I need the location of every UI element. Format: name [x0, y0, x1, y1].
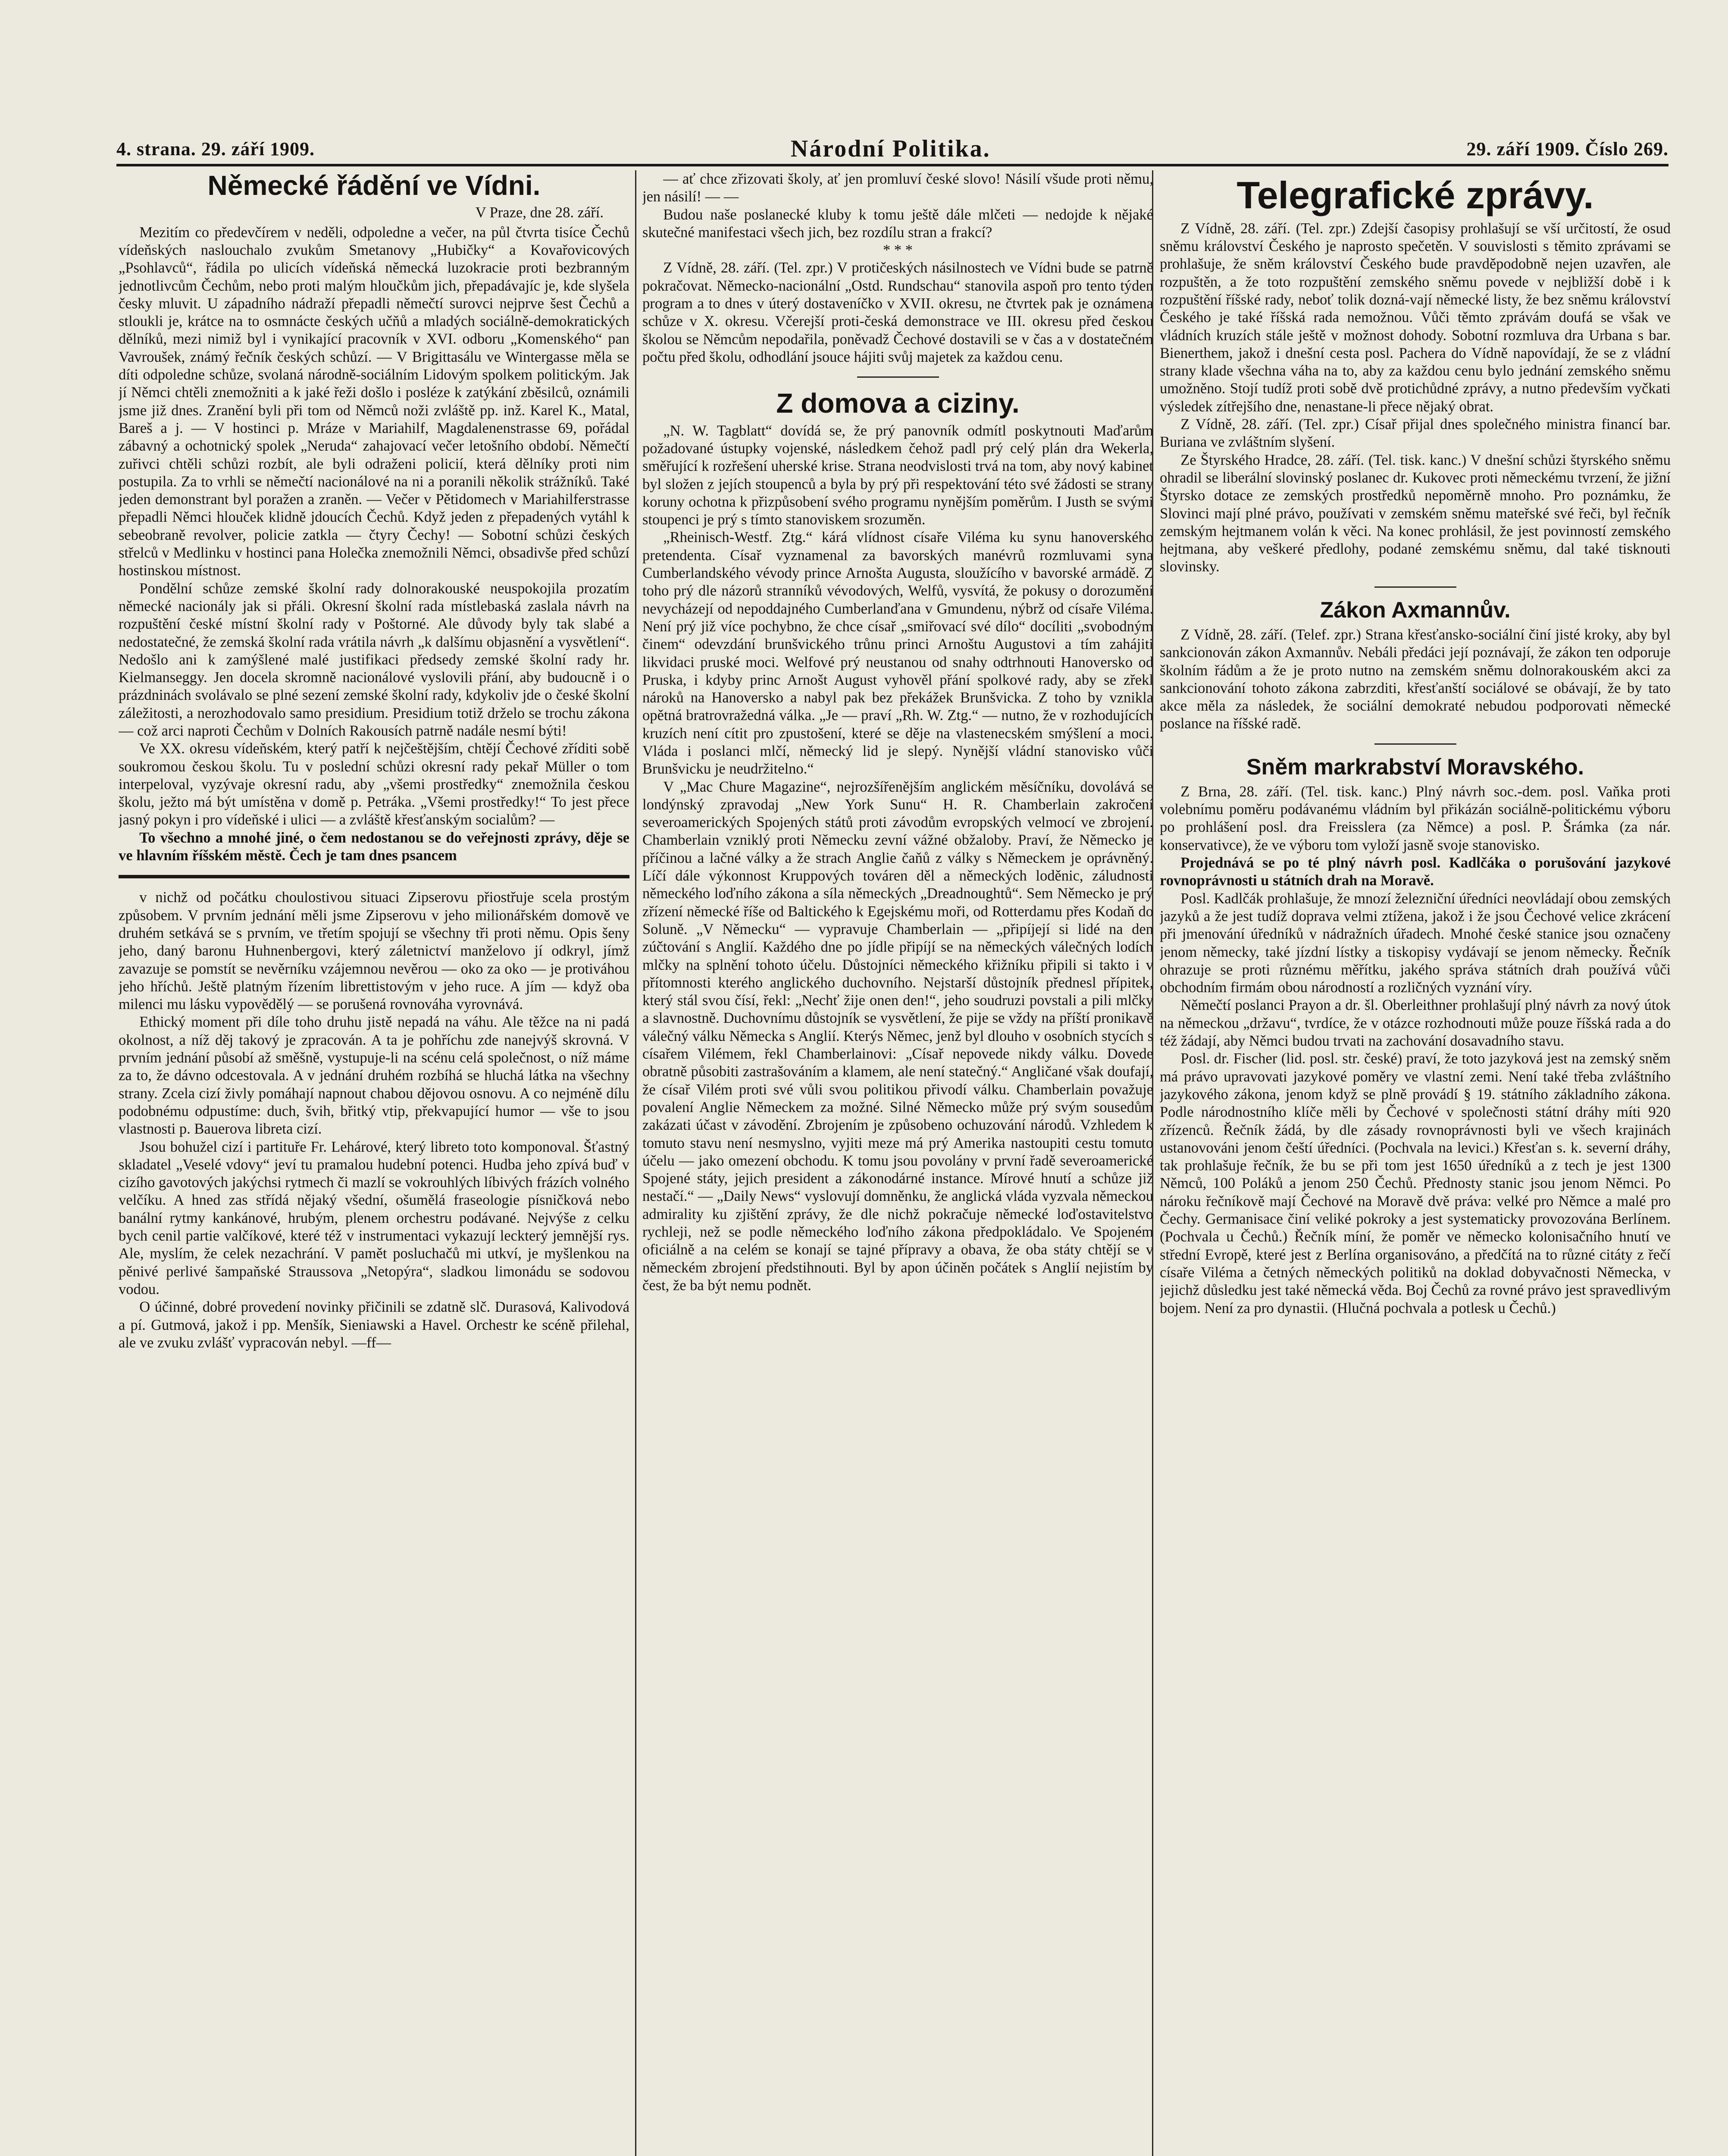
- article-paragraph: Pondělní schůze zemské školní rady dolnorakouské neuspokojila prozatím německé nacionály jak si přáli. Okresní školní rada místlebaská zaslala návrh na rozpuštění české místní školní rady v Poštorné. Ale důvody byly tak slabé a nedostatečné, že zemská školní rada vrátila návrh „k dalšímu objasnění a vysvětlení“. Nedošlo ani k zamýšlené malé justifikaci předsedy zemské školní rady hr. Kielmanseggy. Jen docela skromně nacionálové vyslovili přání, aby budoucně i o prázdninách svolávalo se plné sezení zemské školní rady, kdykoliv jde o české školní záležitosti, a nerozhodovalo samo presidium. Presidium totiž drželo se trochu zákona — což arci naproti Čechům v Dolních Rakousích patrně nadále nesmí býti!: [119, 580, 629, 739]
- feuilleton-paragraph: Jsou bohužel cizí i partituře Fr. Lehárové, který libreto toto komponoval. Šťastný skladatel „Veselé vdovy“ jeví tu pramalou hudební potenci. Hudba jeho zpívá buď v cizího gavotových jakýchsi rytmech či mazlí se vokrouhlých líbivých frázích volného velčíku. A hned zas střídá nějaký všední, ošumělá fraseologie písničková nebo banální rytmy kankánové, hrubým, plenem orchestru podávané. Nejvýše z celku bych cenil partie valčíkové, které též v instrumentaci vykazují leckterý jemnější rys. Ale, myslím, že celek nezachrání. V pamět posluchačů mi utkví, je myšlenkou na pěnivé perlivé šampaňské Straussova „Netopýra“, sladkou limonádu se sodovou vodou.: [119, 1138, 629, 1297]
- article-paragraph: Z Brna, 28. září. (Tel. tisk. kanc.) Plný návrh soc.-dem. posl. Vaňka proti volebnímu poměru podávanému vládním byl přikázán sociálně-politickému výboru po prohlášení posl. dra Freisslera (za Němce) a posl. P. Šrámka (za nár. konservativce), že ve výboru tom vyloží jasně svoje stanovisko.: [1160, 783, 1671, 853]
- article-paragraph: „Rheinisch-Westf. Ztg.“ kárá vlídnost císaře Viléma ku synu hanoverského pretendenta. Císař vyznamenal za bavorských manévrů rozmluvami syna Cumberlandského vévody prince Arnošta Augusta, sloužícího v bavorské armádě. Z toho prý dle názorů stranníků vévodových, Welfů, vysvítá, že pokusy o dorozumění nevycházejí od nepoddajného Cumberlanďana v Gmundenu, nýbrž od císaře Viléma. Není prý již více pochybno, že chce císař „smiřovací své dílo“ docíliti „svobodným činem“ odevzdání brunšvického trůnu princi Arnoštu Augustovi a tím zahájiti likvidaci pruské moci. Welfové prý neustanou od snahy odtrhnouti Hanoversko od Pruska, i kdyby princ Arnošt August vyhověl přání spolkové rady, aby se zřekl nároků na Hanoversko a nabyl pak bez překážek Brunšvicka. Z toho by vznikla opětná bratrovražedná válka. „Je — praví „Rh. W. Ztg.“ — nutno, že v rozhodujících kruzích není cítit pro zpustošení, které se děje na vlastenecském smýšlení a moci. Vláda i poslanci mlčí, německý lid je slepý. Nynější vládní stanovisko vůči Brunšvicku je neudržitelno.“: [642, 529, 1153, 777]
- article-paragraph: Ze Štyrského Hradce, 28. září. (Tel. tisk. kanc.) V dnešní schůzi štyrského sněmu ohradil se liberální slovinský poslanec dr. Kukovec proti německému tvrzení, že jižní Štyrsko dotace ze zemských prostředků nepoměrně mnoho. Pro poznámku, že Slovinci mají plné právo, používati v zemském sněmu mateřské své řeči, byl řečník zemským hejtmanem volán k věci. Na konec prohlásil, že jest povinností zemského hejtmana, aby veškeré předlohy, podané zemskému sněmu, dal také tisknouti slovinsky.: [1160, 451, 1671, 575]
- article-paragraph: Z Vídně, 28. září. (Tel. zpr.) Císař přijal dnes společného ministra financí bar. Buriana ve zvláštním slyšení.: [1160, 416, 1671, 451]
- section-title: Z domova a ciziny.: [776, 388, 1020, 419]
- article-paragraph: V „Mac Chure Magazine“, nejrozšířenějším anglickém měsíčníku, dovolává se londýnský zpravodaj „New York Sunu“ H. R. Chamberlain zakročení severoamerických Spojených států proti závodům evropských velmocí ve zbrojení. Chamberlain vzniklý proti Německu zevní vážné obžaloby. Praví, že Německo je příčinou a lačné války a že strach Anglie čaňů z války s Německem je oprávněný. Líčí dále výkonnost Kruppových továren děl a německých loděnic, záludnosti německého loďního zákona a síla německých „Dreadnoughtů“. Sem Německo je prý zřízení německé říše od Baltického k Egejskému moři, od Rotterdamu přes Kodaň do Soluně. „V Německu“ — vypravuje Chamberlain — „připíjejí si lidé na den zúčtování s Anglií. Každého dne po jídle připíjí se na německých válečných lodích mlčky na splnění tohoto účelu. Důstojníci německého křižníku připili si takto i v přítomnosti kterého anglického duchovního. Nejstarší důstojník přednesl přípitek, který stál svou čísí, řekl: „Nechť žije onen den!“, jeho soudruzi povstali a pili mlčky a slavnostně. Duchovnímu důstojník se vysvětlení, že pije se vždy na příští pronikavě válečný válku Německa s Anglií. Kterýs Němec, jenž byl dlouho v osobních stycích s císařem Vilémem, řekl Chamberlainovi: „Císař nepovede nikdy válku. Dovede obratně působiti zastrašováním a klamem, ale není statečný.“ Angličané však doufají, že císař Vilém proti své vůli svou politikou přivodí válku. Chamberlain považuje povalení Anglie Německem za možné. Silné Německo může prý svým sousedům zakázati účast v závodění. Zbrojením je způsobeno ochuzování národů. Vzhledem k tomuto stavu není nesmyslno, vyjiti meze má prý Amerika nastoupiti cestu tomuto účelu — jako omezení obchodu. K tomu jsou povolány v první řadě severoamerické Spojené státy, jejich president a zákonodárné instance. Mírové hnutí a schůze již nestačí.“ — „Daily News“ vyslovují domněnku, že anglická vláda vyzvala německou admirality ku zjištění zprávy, že dle nichž pokračuje německé loďostavitelstvo rychleji, než se podle německého loďního zákona předpokládalo. Ve Spojeném oficiálně a na celém se konají se tajné přípravy a obava, že oba státy chtějí se v německém zbrojení předstihnouti. Byl by apon účiněn počátek s Anglií nejistím by čest, že ba být nemu podnět.: [642, 778, 1153, 1294]
- article-paragraph: Mezitím co předevčírem v neděli, odpoledne a večer, na půl čtvrta tisíce Čechů vídeňských naslouchalo zvukům Smetanovy „Hubičky“ a Kovařovicových „Psohlavců“, řádila po ulicích vídeňská německá luzokracie proti bezbranným jednotlivcům Čechům, nebo proti malým hloučkům jich, přepadávajíc je, kde slyšela česky mluvit. U západního nádraží přepadli němečtí surovci nejprve šest Čechů a stloukli je, krátce na to osmnácte českých učňů a mladých sociálně-demokratických dělníků, mezi nimiž byl i vynikající pracovník v XVI. odboru „Komenského“ pan Vavroušek, známý řečník českých schůzí. — V Brigittasálu ve Wintergasse měla se díti odpoledne schůze, svolaná národně-sociálním Lidovým spolkem politickým. Jak jí Němci chtěli znemožniti a k jaké řeži došlo i posléze k zatýkání zběsilců, oznámili jsme již dnes. Zranění byli při tom od Němců noži zvláště pp. inž. Karel K., Matal, Bareš a j. — V hostinci p. Mráze v Mariahilf, Magdalenenstrasse 69, pořádal zábavný a ochotnický spolek „Neruda“ zahajovací večer letošního období. Němečtí zuřivci chtěli schůzi rozbít, ale byli odraženi policií, která dělníky proti nim postupila. Za to vrhli se němečtí nacionálové na ni a poranili několik strážníků. Také jeden demonstrant byl poražen a zraněn. — Večer v Pětidomech v Mariahilferstrasse přepadli Němci hlouček klidně jdoucích Čechů. Když jeden z přepadených vytáhl k sebeobraně revolver, policie zatkla — čtyry Čechy! — Sobotní schůzi českých střelců v Medlinku v hostinci pana Holečka znemožnili Němci, obsadivše před schůzí hostinskou místnost.: [119, 224, 629, 579]
- section-title: Telegrafické zprávy.: [1237, 174, 1594, 216]
- page-header: [116, 129, 1669, 168]
- article-title: Zákon Axmannův.: [1320, 597, 1511, 623]
- separator: [857, 376, 939, 378]
- article-paragraph: Z Vídně, 28. září. (Tel. zpr.) V protičeských násilnostech ve Vídni bude se patrně pokračovat. Německo-nacionální „Ostd. Rundschau“ stanovila aspoň pro tento týden program a to dnes v úterý dostaveníčko v XVII. okresu, ne čtvrtek pak je oznámena schůze v X. okresu. Včerejší proti-česká demonstrace ve III. okresu před českou školou se Němcům nepodařila, poněvadž Čechové dostavili se v čas a v dostatečném počtu před školu, odhodlání jsouce hájiti svůj majetek za každou cenu.: [642, 260, 1153, 365]
- article-paragraph: Němečtí poslanci Prayon a dr. šl. Oberleithner prohlašují plný návrh za nový útok na německou „državu“, tvrdíce, že v otázce rozhodnouti může pouze říšská rada a do též žádají, aby Němci budou trvati na zachování dosavadního stavu.: [1160, 997, 1671, 1050]
- column-3: [1160, 170, 1671, 2156]
- article-paragraph: Posl. dr. Fischer (lid. posl. str. české) praví, že toto jazyková jest na zemský sněm má právo upravovati jazykové poměry ve vlastní zemi. Není také třeba zvláštního jazykového zákona, jenom když se plně provádí § 19. státního základního zákona. Podle národnostního klíče měli by Čechové v společnosti státní dráhy míti 920 zřízenců. Řečník žádá, by dle zásady rovnoprávnosti byli ve všech krajinách ustanovováni jenom čeští úředníci. (Pochvala na levici.) Křesťan s. k. severní dráhy, tak prohlašuje řečník, že bu se při tom jest 1650 úředníků a z tech je jest 1300 Němců, 100 Poláků a jenom 250 Čechů. Přednosty stanic jsou jenom Němci. Po nároku řečníkově mají Čechové na Moravě dvě práva: velké pro Němce a malé pro Čechy. Germanisace činí veliké pokroky a jest systematicky provozována Berlínem. (Pochvala u Čechů.) Řečník míní, že poměr ve německo kolonisačního hnutí ve střední Evropě, které jest z Berlína organisováno, a předčítá na to různé citáty z řečí císaře Viléma a četných německých politiků na doklad dobyvačnosti Německa, v jejichž důsledku jest také německá věda. Boj Čechů za rovné právo jest spravedlivým bojem. Není za pro dynastii. (Hlučná pochvala a potlesk u Čechů.): [1160, 1050, 1671, 1316]
- feuilleton-paragraph: O účinné, dobré provedení novinky přičinili se zdatně slč. Durasová, Kalivodová a pí. Gutmová, jakož i pp. Menšík, Sieniawski a Havel. Orchestr ke scéně přilehal, ale ve zvuku zvlášť vypracován nebyl. —ff—: [119, 1299, 629, 1351]
- separator: [1374, 743, 1456, 745]
- newspaper-title: Národní Politika.: [790, 135, 991, 162]
- feuilleton-paragraph: Ethický moment při díle toho druhu jistě nepadá na váhu. Ale těžce na ni padá okolnost, a níž děj takový je zpracován. A ta je pohříchu zde nanejvýš skrovná. V prvním jednání působí až směšně, vystupuje-li na scénu celá společnost, o níž máme za to, že dávno odcestovala. A v jednání druhém rozbíhá se hluchá látka na všechny strany. Zcela cizí živly pomáhají napnout chabou dějovou osnovu. A co nejméně dílu podobnému odpustíme: duch, švih, břitký vtip, překvapující humor — vše to jsou vlastnosti p. Bauerova libreta cizí.: [119, 1014, 629, 1138]
- feuilleton-paragraph: v nichž od počátku choulostivou situaci Zipserovu přiostřuje scela prostým způsobem. V prvním jednání měli jsme Zipserovu v jeho milionářském domově ve druhém setkává se s prvním, ve třetím spojují se všechny tři proti němu. Opis šeny jeho, daný baronu Huhnenbergovi, který záletnictví manželovo jí odkryl, jímž zavazuje se pomstít se nevěrníku vzájemnou nevěrou — oko za oko — je protiváhou jeho hříchů. Ještě platným řízením librettistovým v jeho ruce. A jím — když oba milenci mu lásku vypovědělý — se porušená rovnováha vyrovnává.: [119, 889, 629, 1013]
- dateline: V Praze, dne 28. září.: [475, 204, 604, 221]
- header-right: 29. září 1909. Číslo 269.: [1466, 138, 1669, 160]
- column-1: [119, 170, 629, 2156]
- header-left: 4. strana. 29. září 1909.: [116, 138, 315, 160]
- article-title: Německé řádění ve Vídni.: [207, 170, 541, 201]
- column-2: [642, 170, 1153, 2156]
- column-rule: [635, 170, 636, 2156]
- section-asterisks: * * *: [883, 242, 913, 259]
- article-paragraph: Posl. Kadlčák prohlašuje, že mnozí železniční úředníci neovládají obou zemských jazyků a že jest tudíž doprava velmi ztížena, jakož i že jsou Čechové velice zkrácení při jmenování úředníků v nádražních úřadech. Mnohé české stanice jsou označeny jenom německy, také jízdní lístky a tiskopisy vydávají se jenom německy. Řečník ohrazuje se proti různému měřítku, jakého správa státních drah používá vůči obchodním firmám obou národností a rozličných vyznání víry.: [1160, 890, 1671, 996]
- article-paragraph: Projednává se po té plný návrh posl. Kadlčáka o porušování jazykové rovnoprávnosti u státních drah na Moravě.: [1160, 855, 1671, 889]
- article-paragraph: To všechno a mnohé jiné, o čem nedostanou se do veřejnosti zprávy, děje se ve hlavním říšském městě. Čech je tam dnes psancem: [119, 829, 629, 864]
- article-paragraph: Z Vídně, 28. září. (Tel. zpr.) Zdejší časopisy prohlašují se vší určitostí, že osud sněmu království Českého je naprosto spečetěn. V souvislosti s těmito zprávami se prohlašuje, že sněm království Českého bude pravděpodobně nejen uzavřen, ale rozpuštěn, a že toto rozpuštění zemského sněmu povede v nejbližší době i k rozpuštění říšské rady, neboť tolik dozná-vají německé listy, že bez sněmu království Českého je také říšská rada nemožnou. Vůči těmto zprávám doufá se však ve vládních kruzích stále ještě v možnost dohody. Sobotní rozmluva dra Urbana s bar. Bienerthem, jakož i dnešní cesta posl. Pachera do Vídně napovídají, že se z vládní strany klade všechna váha na to, aby za každou cenu bylo jednání zemského sněmu umožněno. Stojí tudíž proti sobě dvě protichůdné zprávy, a nutno především vyčkati výsledek zítřejšího dne, nenastane-li přece nějaký obrat.: [1160, 220, 1671, 415]
- article-paragraph: „N. W. Tagblatt“ dovídá se, že prý panovník odmítl poskytnouti Maďarům požadované ústupky vojenské, následkem čehož padl prý celý plán dra Wekerla, směřující k rozřešení uherské krise. Strana neodvislosti trvá na tom, aby nový kabinet byl složen z jejích stoupenců a byla by prý při respektování této své žádosti se strany koruny ochotna k přizpůsobení svého programu nynějším poměrům. I Justh se svými stoupenci je prý s tímto stanoviskem srozuměn.: [642, 422, 1153, 528]
- header-rule: [116, 164, 1669, 166]
- article-paragraph: Budou naše poslanecké kluby k tomu ještě dále mlčeti — nedojde k nějaké skutečné manifestaci všech jich, bez rozdílu stran a frakcí?: [642, 206, 1153, 241]
- article-paragraph: Ve XX. okresu vídeňském, který patří k nejčeštějším, chtějí Čechové zříditi sobě soukromou českou školu. Tu v poslední schůzi okresní rady pekař Müller o tom interpeloval, vyzývaje okresní radu, aby „všemi prostředky“ znemožnila českou školu, ježto má být umístěna v domě p. Petráka. „Všemi prostředky!“ To jest přece jasný pokyn i pro vídeňské i ulici — a zvláště křesťanským socialům? —: [119, 740, 629, 828]
- article-paragraph: Z Vídně, 28. září. (Telef. zpr.) Strana křesťansko-sociální činí jisté kroky, aby byl sankcionován zákon Axmannův. Nebáli předáci její poznávají, že zákon ten odporuje školním řádům a že je proto nutno na zemském sněmu dolnorakouském akci za sankcionování tohoto zákona zabrzditi, křesťanští sociálové se obávají, že by tato akce měla za následek, že sociální demokraté nebudou podporovati německé poslance na říšské radě.: [1160, 626, 1671, 732]
- feuilleton-divider: [119, 875, 629, 878]
- article-paragraph: — ať chce zřizovati školy, ať jen promluví české slovo! Násilí všude proti němu, jen násilí! — —: [642, 171, 1153, 205]
- separator: [1374, 586, 1456, 588]
- article-title: Sněm markrabství Moravského.: [1246, 754, 1584, 780]
